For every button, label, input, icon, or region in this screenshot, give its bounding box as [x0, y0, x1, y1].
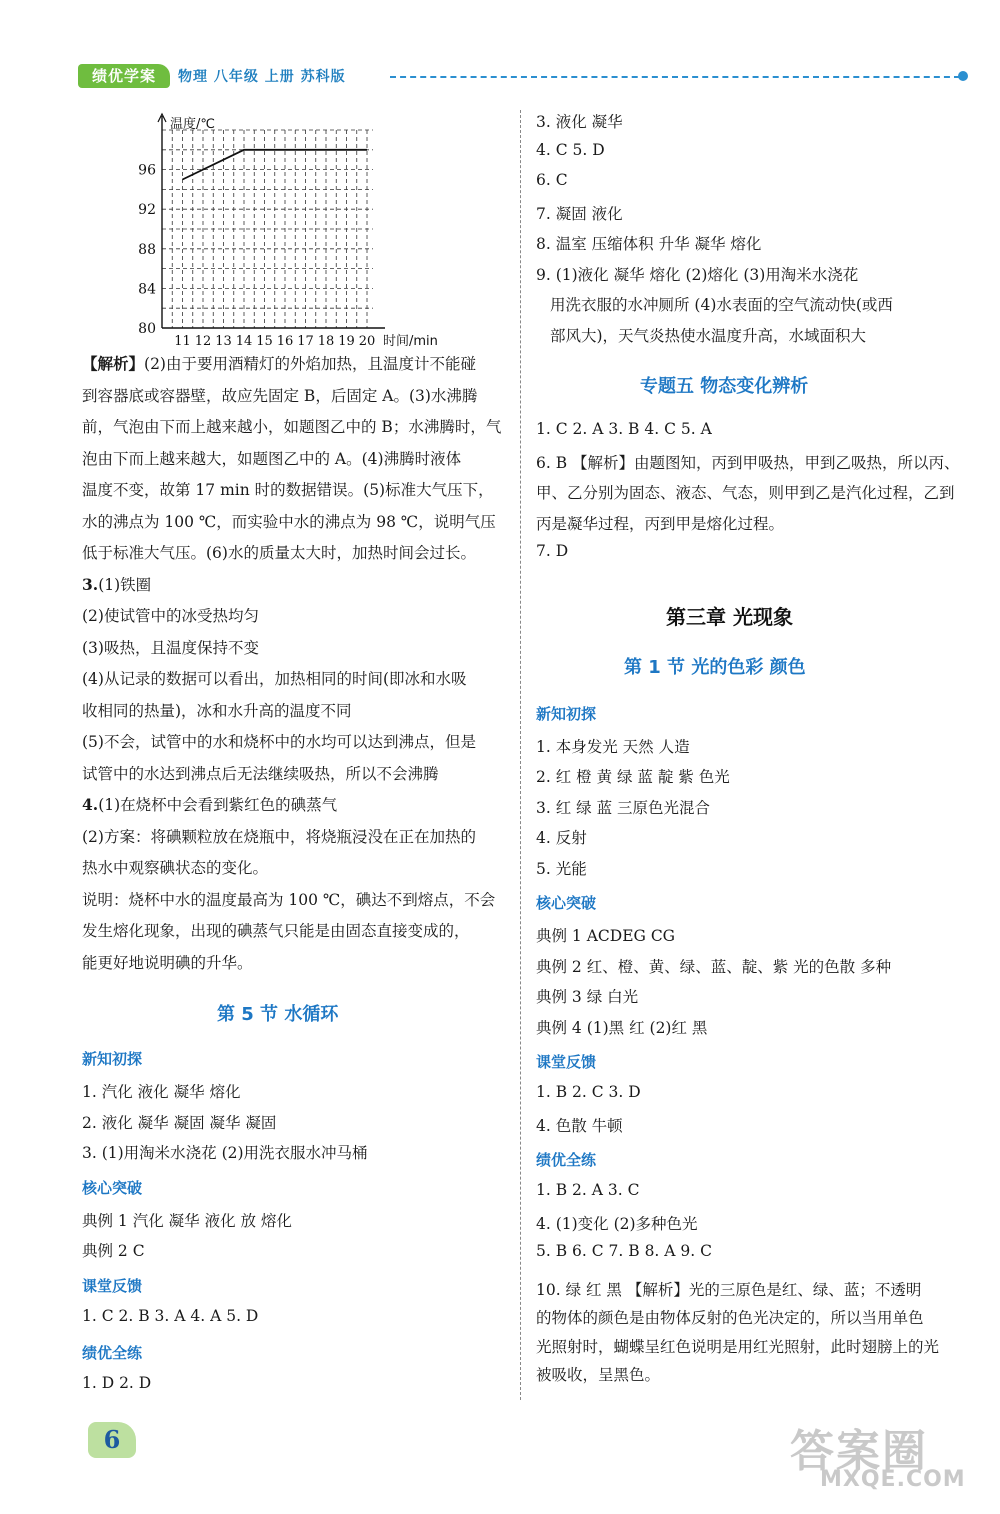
answer-line: [82, 951, 253, 973]
answer-line: 用洗衣服的水冲厕所 (4)水表面的空气流动快(或西: [550, 296, 893, 314]
answer-line: 3. (1)用淘米水浇花 (2)用洗衣服水冲马桶: [82, 1144, 368, 1162]
answer-line: 典例 2 C: [82, 1242, 145, 1260]
answer-line: [82, 541, 476, 563]
answer-line: [82, 793, 337, 815]
answer-line: [82, 919, 470, 941]
answer-tag: 3.: [82, 574, 99, 594]
answer-tag: 【解析】: [82, 354, 145, 373]
answer-text: 泡由下而上越来越大，如题图乙中的 A。(4)沸腾时液体: [82, 449, 462, 468]
answer-text: 说明：烧杯中水的温度最高为 100 ℃，碘达不到熔点，不会: [82, 890, 496, 909]
answer-line: 2. 液化 凝华 凝固 凝华 凝固: [82, 1113, 277, 1132]
answer-line: 光照射时，蝴蝶呈红色说明是用红光照射，此时翅膀上的光: [536, 1337, 940, 1356]
subsection-heading: 核心突破: [82, 1178, 143, 1197]
answer-text: (2)方案：将碘颗粒放在烧瓶中，将烧瓶浸没在正在加热的: [82, 827, 476, 846]
answer-line: 1. 汽化 液化 凝华 熔化: [82, 1083, 241, 1101]
answer-text: (1)铁圈: [98, 575, 152, 594]
answer-text: (3)吸热，且温度保持不变: [82, 638, 259, 657]
answer-text: (4)从记录的数据可以看出，加热相同的时间(即冰和水吸: [82, 670, 467, 688]
answer-line: 的物体的颜色是由物体反射的色光决定的，所以当用单色: [536, 1309, 924, 1327]
header-dashed-line: [390, 76, 960, 78]
answer-text: (2)由于要用酒精灯的外焰加热，且温度计不能碰: [144, 355, 476, 373]
answer-line: 9. (1)液化 凝华 熔化 (2)熔化 (3)用淘米水浇花: [536, 265, 859, 284]
answer-line: 6. B 【解析】由题图知，丙到甲吸热，甲到乙吸热，所以丙、: [536, 453, 960, 472]
answer-line: 丙是凝华过程，丙到甲是熔化过程。: [536, 514, 785, 533]
answer-line: 1. 本身发光 天然 人造: [536, 737, 690, 756]
answer-line: 4. 反射: [536, 829, 587, 847]
answer-line: [82, 447, 461, 469]
answer-text: (2)使试管中的冰受热均匀: [82, 607, 259, 625]
x-tick-label: 14: [235, 334, 253, 348]
page-number: 6: [88, 1422, 136, 1458]
answer-line: [82, 510, 496, 532]
answer-line: 3. 红 绿 蓝 三原色光混合: [536, 798, 710, 817]
book-logo: 绩优学案: [78, 64, 170, 88]
answer-line: 典例 1 ACDEG CG: [536, 927, 676, 945]
answer-line: 7. D: [536, 542, 569, 560]
answer-line: 典例 3 绿 白光: [536, 988, 639, 1006]
answer-line: 1. B 2. C 3. D: [536, 1083, 641, 1101]
y-tick-label: 84: [138, 281, 156, 298]
y-tick-label: 96: [138, 162, 156, 179]
answer-line: [82, 699, 352, 721]
subsection-heading: 绩优全练: [82, 1344, 143, 1362]
answer-text: 温度不变，故第 17 min 时的数据错误。(5)标准大气压下，: [82, 481, 494, 499]
answer-text: 发生熔化现象，出现的碘蒸气只能是由固态直接变成的，: [82, 922, 470, 940]
answer-line: 5. B 6. C 7. B 8. A 9. C: [536, 1242, 712, 1260]
chapter-title: 第三章 光现象: [666, 604, 793, 629]
answer-line: 5. 光能: [536, 859, 587, 878]
answer-line: [82, 352, 476, 374]
answer-line: 1. C 2. B 3. A 4. A 5. D: [82, 1306, 259, 1325]
watermark: [770, 1415, 985, 1500]
answer-line: [82, 825, 476, 847]
answer-line: [82, 573, 151, 595]
page-header: [78, 64, 968, 90]
answer-text: 低于标准大气压。(6)水的质量太大时，加热时间会过长。: [82, 544, 476, 562]
answer-text: (5)不会，试管中的水和烧杯中的水均可以达到沸点，但是: [82, 733, 476, 751]
topic-title: 专题五 物态变化辨析: [640, 376, 809, 397]
answer-text: 到容器底或容器壁，故应先固定 B，后固定 A。(3)水沸腾: [82, 386, 478, 405]
subsection-heading: 课堂反馈: [536, 1053, 597, 1071]
answer-line: [82, 478, 494, 500]
x-axis-label: 时间/min: [383, 334, 438, 348]
answer-line: 4. 色散 牛顿: [536, 1116, 623, 1135]
answer-line: 典例 1 汽化 凝华 液化 放 熔化: [82, 1211, 292, 1230]
subsection-heading: 课堂反馈: [82, 1276, 143, 1295]
x-tick-label: 19: [338, 334, 355, 348]
answer-text: (1)在烧杯中会看到紫红色的碘蒸气: [98, 796, 338, 814]
answer-line: 甲、乙分别为固态、液态、气态，则甲到乙是汽化过程，乙到: [536, 484, 955, 502]
answer-line: 10. 绿 红 黑 【解析】光的三原色是红、绿、蓝；不透明: [536, 1280, 922, 1299]
subsection-heading: 新知初探: [82, 1050, 143, 1068]
answer-line: [82, 888, 495, 910]
answer-text: 水的沸点为 100 ℃，而实验中水的沸点为 98 ℃，说明气压: [82, 512, 496, 531]
answer-line: 被吸收，呈黑色。: [536, 1366, 661, 1384]
answer-line: 8. 温室 压缩体积 升华 凝华 熔化: [536, 235, 762, 253]
answer-line: [82, 636, 259, 658]
answer-line: 7. 凝固 液化: [536, 204, 623, 223]
answer-text: 能更好地说明碘的升华。: [82, 953, 253, 972]
y-tick-label: 92: [138, 202, 156, 219]
answer-line: 典例 4 (1)黑 红 (2)红 黑: [536, 1018, 708, 1037]
answer-line: 3. 液化 凝华: [536, 113, 623, 131]
answer-line: 6. C: [536, 171, 568, 189]
column-divider: [520, 110, 521, 1400]
answer-line: [82, 856, 268, 878]
answer-line: [82, 384, 477, 406]
x-tick-label: 11: [174, 334, 191, 348]
answer-line: [82, 667, 467, 689]
answer-line: 1. C 2. A 3. B 4. C 5. A: [536, 420, 712, 438]
watermark-url: MXQE.COM: [820, 1467, 966, 1492]
x-tick-label: 13: [215, 334, 232, 348]
y-axis-label: 温度/℃: [170, 117, 215, 132]
answer-line: 1. D 2. D: [82, 1374, 152, 1392]
x-tick-label: 17: [297, 334, 314, 348]
answer-line: 4. (1)变化 (2)多种色光: [536, 1214, 698, 1233]
x-tick-label: 16: [276, 334, 294, 348]
x-tick-label: 12: [194, 334, 212, 348]
answer-text: 前，气泡由下而上越来越小，如题图乙中的 B；水沸腾时，气: [82, 418, 502, 436]
answer-text: 试管中的水达到沸点后无法继续吸热，所以不会沸腾: [82, 764, 439, 783]
subsection-heading: 核心突破: [536, 894, 597, 912]
y-tick-label: 88: [138, 241, 156, 258]
answer-tag: 4.: [82, 795, 99, 814]
answer-line: 典例 2 红、橙、黄、绿、蓝、靛、紫 光的色散 多种: [536, 957, 892, 976]
subsection-heading: 绩优全练: [536, 1151, 597, 1169]
x-tick-label: 20: [358, 334, 376, 348]
x-tick-label: 18: [317, 334, 335, 348]
book-subtitle: 物理 八年级 上册 苏科版: [178, 69, 346, 85]
answer-line: [82, 415, 501, 437]
x-tick-label: 15: [256, 334, 273, 348]
answer-line: 2. 红 橙 黄 绿 蓝 靛 紫 色光: [536, 768, 730, 786]
answer-line: [82, 604, 259, 626]
subsection-heading: 新知初探: [536, 704, 597, 723]
answer-line: 4. C 5. D: [536, 140, 605, 159]
answer-line: [82, 730, 476, 752]
answer-text: 收相同的热量)，冰和水升高的温度不同: [82, 701, 352, 720]
header-dot: [958, 71, 968, 81]
answer-text: 热水中观察碘状态的变化。: [82, 859, 269, 877]
answer-line: 部风大)，天气炎热使水温度升高，水域面积大: [550, 326, 867, 345]
section-title: 第 5 节 水循环: [217, 1004, 339, 1025]
answer-line: [82, 762, 439, 784]
answer-line: 1. B 2. A 3. C: [536, 1181, 640, 1199]
temperature-chart: [120, 108, 480, 348]
section-title: 第 1 节 光的色彩 颜色: [624, 656, 806, 678]
y-tick-label: 80: [138, 321, 156, 337]
watermark-text: 答案圈: [790, 1426, 928, 1477]
